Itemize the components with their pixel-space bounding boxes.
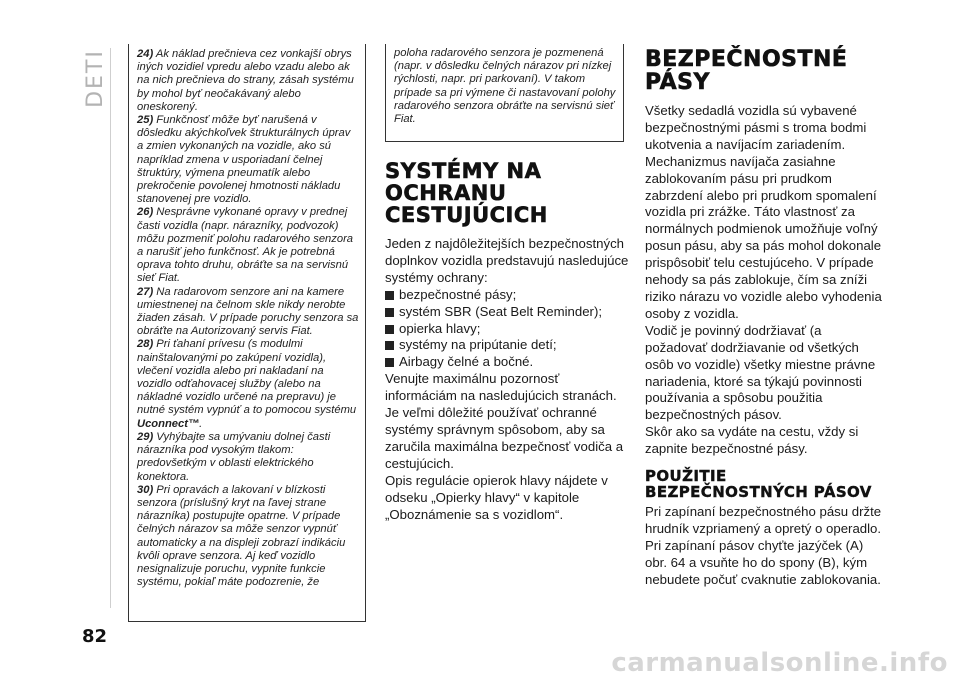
restraint-systems-section <box>385 160 630 523</box>
subsection-heading: POUŽITIE BEZPEČNOSTNÝCH PÁSOV <box>645 467 872 502</box>
seat-belts-section <box>645 48 885 589</box>
paragraph: Pri zapínaní pásov chyťte jazýček (A) obr. 64 a vsuňte ho do spony (B), kým nebudete počuť cvaknutie zablokovania. <box>645 537 881 587</box>
chapter-divider <box>110 48 111 608</box>
note-continuation: poloha radarového senzora je pozmenená (napr. v dôsledku čelných nárazov pri nízkej rýchlosti, napr. pri parkovaní). V takom prípade sa pri výmene či nastavovaní polohy radarového senzora obráťte na servisnú sieť Fiat. <box>394 47 616 126</box>
list-item: Airbagy čelné a bočné. <box>385 354 630 371</box>
note-item: 25) Funkčnosť môže byť narušená v dôsledku akýchkoľvek štrukturálnych úprav a zmien vykonaných na vozidle, ako sú napríklad zmena v usporiadaní čelnej štruktúry, výmena pneumatík alebo prekročenie povolenej hmotnosti nákladu stanovenej pre vozidlo. <box>137 114 351 206</box>
list-item: systém SBR (Seat Belt Reminder); <box>385 304 630 321</box>
warning-note-continued <box>385 44 624 142</box>
list-item: systémy na pripútanie detí; <box>385 337 630 354</box>
page-number: 82 <box>82 626 108 647</box>
paragraph: Všetky sedadlá vozidla sú vybavené bezpečnostnými pásmi s troma bodmi ukotvenia a navíjacím zariadením. <box>645 103 867 152</box>
restraint-list <box>385 287 630 372</box>
paragraph: Mechanizmus navíjača zasiahne zablokovaním pásu pri prudkom zabrzdení alebo pri prudkom spomalení vozidla pri zrážke. Táto vlastnosť za normálnych podmienok umožňuje voľný posun pásu, aby sa pás mohol dokonale prispôsobiť telu cestujúceho. V prípade nehody sa pás zablokuje, čím sa zníži riziko nárazu vo vozidle alebo vyhodenia osoby z vozidla. <box>645 153 882 321</box>
watermark: carmanualsonline.info <box>611 648 948 678</box>
square-bullet-icon <box>385 308 394 317</box>
paragraph: Opis regulácie opierok hlavy nájdete v odseku „Opierky hlavy“ v kapitole „Oboznámenie sa s vozidlom“. <box>385 472 608 522</box>
square-bullet-icon <box>385 291 394 300</box>
list-item: opierka hlavy; <box>385 321 630 338</box>
square-bullet-icon <box>385 358 394 367</box>
paragraph: Pri zapínaní bezpečnostného pásu držte hrudník vzpriamený a opretý o operadlo. <box>645 504 882 536</box>
square-bullet-icon <box>385 341 394 350</box>
note-item: 30) Pri opravách a lakovaní v blízkosti senzora (príslušný kryt na ľavej strane nárazníka) postupujte opatrne. V prípade čelných nárazov sa môže senzor vypnúť automaticky a na displeji zobrazí indikáciu kvôli oprave senzora. Aj keď vozidlo nesignalizuje poruchu, vypnite funkcie systému, pokiaľ máte podozrenie, že <box>137 483 346 589</box>
paragraph: Venujte maximálnu pozornosť informáciám na nasledujúcich stranách. Je veľmi dôležité používať ochranné systémy správnym spôsobom, aby sa zaručila maximálna bezpečnosť vodiča a cestujúcich. <box>385 371 624 471</box>
note-item: 29) Vyhýbajte sa umývaniu dolnej časti nárazníka pod vysokým tlakom: predovšetkým v oblasti elektrického konektora. <box>137 430 331 483</box>
paragraph: Vodič je povinný dodržiavať (a požadovať dodržiavanie od všetkých osôb vo vozidle) všetky miestne právne nariadenia, ktoré sa týkajú povinnosti používania a spôsobu použitia bezpečnostných pásov. <box>645 322 876 423</box>
section-heading: SYSTÉMY NA OCHRANU CESTUJÚCICH <box>385 159 548 227</box>
note-item: 24) Ak náklad prečnieva cez vonkajší obrys iných vozidiel vpredu alebo vzadu alebo ak na nich prečnieva do strany, zásah systému by mohol byť neočakávaný alebo oneskorený. <box>137 48 354 113</box>
section-heading: BEZPEČNOSTNÉ PÁSY <box>645 47 848 95</box>
paragraph: Skôr ako sa vydáte na cestu, vždy si zapnite bezpečnostné pásy. <box>645 424 859 457</box>
note-item: 26) Nesprávne vykonané opravy v prednej časti vozidla (napr. nárazníky, podvozok) môžu pozmeniť polohu radarového senzora a narušiť jeho funkčnosť. Ak je potrebná oprava tohto druhu, obráťte sa na servisnú sieť Fiat. <box>137 206 354 285</box>
chapter-tab <box>84 48 106 108</box>
list-item: bezpečnostné pásy; <box>385 287 630 304</box>
intro-paragraph: Jeden z najdôležitejších bezpečnostných doplnkov vozidla predstavujú nasledujúce systémy ochrany: <box>385 236 629 285</box>
note-item: 28) Pri ťahaní prívesu (s modulmi nainštalovanými po zakúpení vozidla), vlečení vozidla alebo pri nakladaní na vozidlo odťahovacej služby (alebo na nákladné vozidlo určené na prepravu) je nutné systém vypnúť a to pomocou systému Uconnect™. <box>137 338 357 430</box>
chapter-tab-label: DETI <box>82 48 108 108</box>
square-bullet-icon <box>385 325 394 334</box>
note-item: 27) Na radarovom senzore ani na kamere umiestnenej na čelnom skle nikdy nerobte žiaden zásah. V prípade poruchy senzora sa obráťte na Autorizovaný servis Fiat. <box>137 285 359 338</box>
warning-notes-box <box>128 44 366 622</box>
